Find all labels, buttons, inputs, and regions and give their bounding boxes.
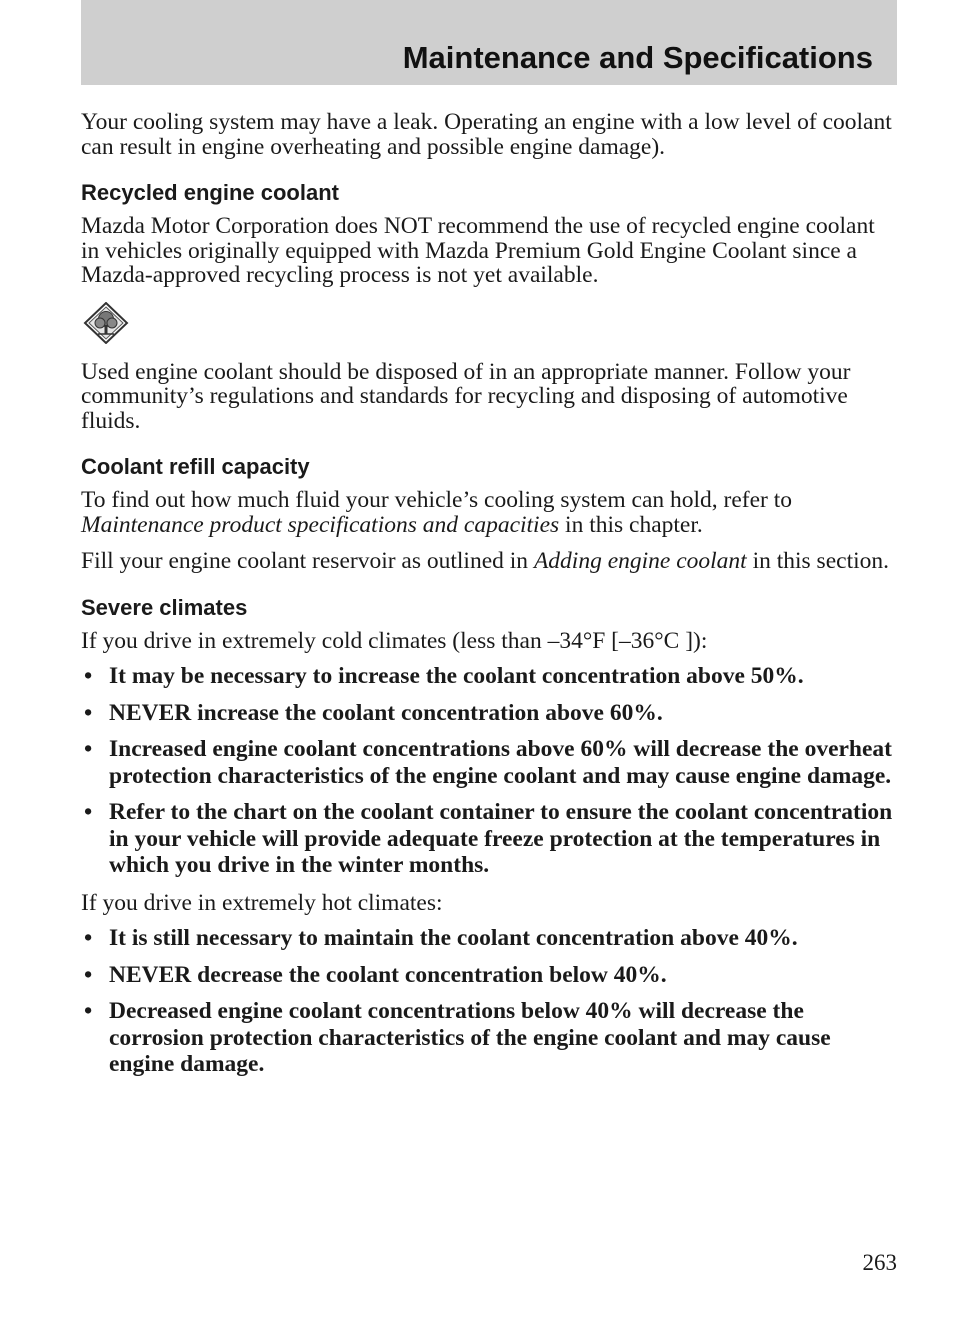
page-content [81,110,897,1078]
capacity-p2-tail: in this section. [746,548,889,574]
intro-paragraph: Your cooling system may have a leak. Operating an engine with a low level of coolant can result in engine overheating and possible engine damage). [81,109,892,160]
recycled-paragraph: Mazda Motor Corporation does NOT recommend the use of recycled engine coolant in vehicles originally equipped with Mazda Premium Gold Engine Coolant since a Mazda-approved recycling process is not yet available. [81,213,875,288]
bullet-text: Refer to the chart on the coolant container to ensure the coolant concentration in your vehicle will provide adequate freeze protection at the temperatures in which you drive in the winter months. [109,799,893,878]
bullet-icon: • [84,961,93,988]
list-item [81,700,897,727]
capacity-p2-reference: Adding engine coolant [533,548,747,574]
capacity-p1-text: To find out how much fluid your vehicle’s cooling system can hold, refer to [81,487,793,513]
hot-intro: If you drive in extremely hot climates: [81,889,443,916]
capacity-p2-text: Fill your engine coolant reservoir as outlined in [81,548,534,574]
list-item [81,736,897,789]
header-band [81,0,897,85]
capacity-heading: Coolant refill capacity [81,454,310,479]
list-item [81,663,897,690]
bullet-text: NEVER increase the coolant concentration above 60%. [109,699,663,726]
bullet-text: Decreased engine coolant concentrations below 40% will decrease the corrosion protection characteristics of the engine coolant and may cause engine damage. [109,998,831,1077]
cold-intro: If you drive in extremely cold climates (less than –34°F [–36°C ]): [81,627,708,654]
capacity-paragraph-2 [81,549,897,574]
list-item [81,799,897,879]
bullet-text: Increased engine coolant concentrations above 60% will decrease the overheat protection characteristics of the engine coolant and may cause engine damage. [109,736,893,789]
hot-bullet-list [81,925,897,1078]
bullet-icon: • [84,799,93,825]
severe-heading: Severe climates [81,594,248,620]
bullet-text: It may be necessary to increase the coolant concentration above 50%. [109,663,804,689]
capacity-paragraph-1 [81,488,897,537]
bullet-icon: • [84,736,93,762]
bullet-icon: • [84,925,93,951]
capacity-p1-tail: in this chapter. [559,511,703,538]
page-number: 263 [862,1250,897,1275]
capacity-p1-reference: Maintenance product specifications and capacities [81,511,560,538]
list-item [81,962,897,989]
recycled-heading: Recycled engine coolant [81,180,339,205]
page-title: Maintenance and Specifications [402,40,873,75]
list-item [81,998,897,1078]
bullet-text: It is still necessary to maintain the coolant concentration above 40%. [109,925,798,951]
bullet-icon: • [84,699,93,726]
environment-note [81,302,897,434]
bullet-icon: • [84,663,93,689]
list-item [81,925,897,952]
environment-tree-icon [81,302,131,344]
bullet-icon: • [84,998,93,1024]
bullet-text: NEVER decrease the coolant concentration below 40%. [109,961,667,988]
environment-note-text: Used engine coolant should be disposed of in an appropriate manner. Follow your community’s regulations and standards for recycling and disposing of automotive fluids. [81,358,851,434]
cold-bullet-list [81,663,897,879]
